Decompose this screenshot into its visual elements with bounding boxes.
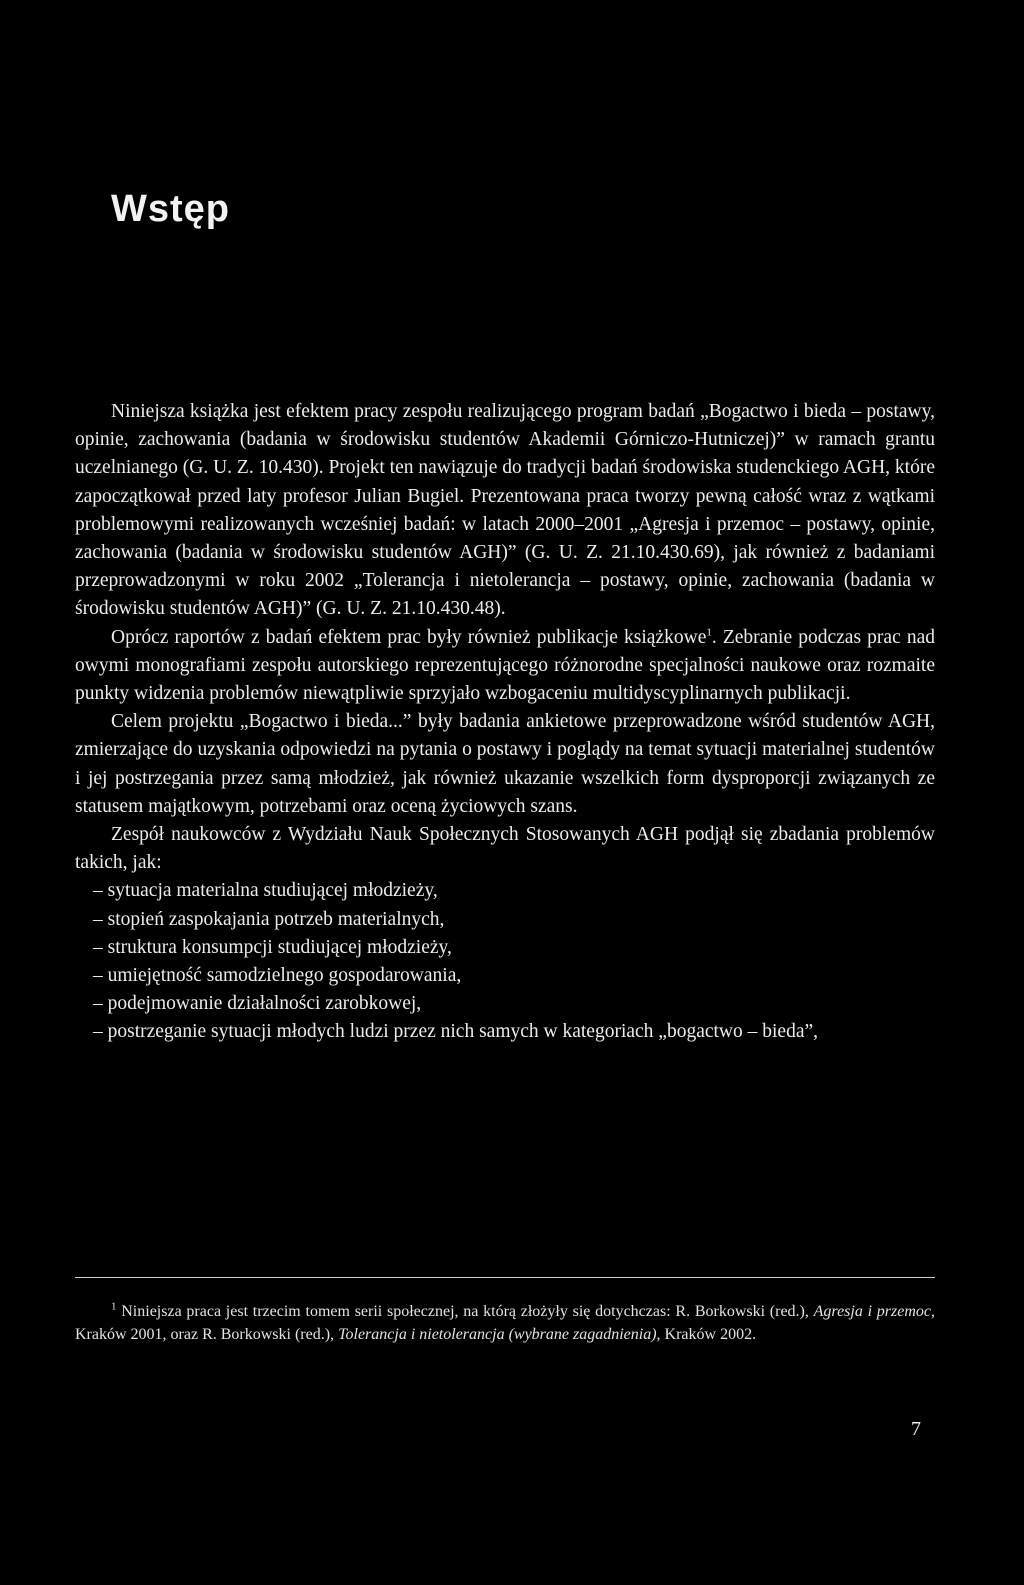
paragraph-team: Zespół naukowców z Wydziału Nauk Społecznych Stosowanych AGH podjął się zbadania problemów takich, jak: <box>75 824 935 874</box>
page-number: 7 <box>911 1418 921 1440</box>
problem-list <box>75 877 935 1046</box>
footnote <box>75 1300 935 1346</box>
body-text <box>75 398 935 1047</box>
paragraph-publications-start: Oprócz raportów z badań efektem prac były również publikacje książkowe <box>111 626 707 648</box>
footnote-part-1: Niniejsza praca jest trzecim tomem serii społecznej, na którą złożyły się dotychczas: R. Borkowski (red.), <box>116 1303 814 1320</box>
list-item: – umiejętność samodzielnego gospodarowania, <box>93 965 462 987</box>
footnote-divider <box>75 1277 935 1278</box>
footnote-part-3: , Kraków 2002. <box>656 1326 757 1343</box>
list-item: – podejmowanie działalności zarobkowej, <box>93 993 422 1015</box>
footnote-title-1: Agresja i przemoc <box>813 1303 931 1320</box>
paragraph-intro: Niniejsza książka jest efektem pracy zespołu realizującego program badań „Bogactwo i bieda – postawy, opinie, zachowania (badania w środowisku studentów Akademii Górniczo-Hutniczej)” w ramach grantu uczelnianego (G. U. Z. 10.430). Projekt ten nawiązuje do tradycji badań środowiska studenckiego AGH, które zapoczątkował przed laty profesor Julian Bugiel. Prezentowana praca tworzy pewną całość wraz z wątkami problemowymi realizowanych wcześniej badań: w latach 2000–2001 „Agresja i przemoc – postawy, opinie, zachowania (badania w środowisku studentów AGH)” (G. U. Z. 21.10.430.69), jak również z badaniami przeprowadzonymi w roku 2002 „Tolerancja i nietolerancja – postawy, opinie, zachowania (badania w środowisku studentów AGH)” (G. U. Z. 21.10.430.48). <box>75 401 935 620</box>
footnote-marker: 1 <box>111 1300 117 1313</box>
paragraph-goal: Celem projektu „Bogactwo i bieda...” były badania ankietowe przeprowadzone wśród studentów AGH, zmierzające do uzyskania odpowiedzi na pytania o postawy i poglądy na temat sytuacji materialnej studentów i jej postrzegania przez samą młodzież, jak również ukazanie wszelkich form dysproporcji związanych ze statusem majątkowym, potrzebami oraz oceną życiowych szans. <box>75 711 935 817</box>
paragraph-publications-end: . Zebranie podczas prac nad owymi monografiami zespołu autorskiego reprezentującego różnorodne specjalności naukowe oraz rozmaite punkty widzenia problemów niewątpliwie sprzyjało wzbogaceniu multidyscyplinarnych publikacji. <box>75 626 935 705</box>
list-item: – sytuacja materialna studiującej młodzieży, <box>93 880 438 902</box>
list-item: – stopień zaspokajania potrzeb materialnych, <box>93 908 445 930</box>
footnote-reference: 1 <box>706 626 712 639</box>
list-item: – postrzeganie sytuacji młodych ludzi przez nich samych w kategoriach „bogactwo – bieda”, <box>93 1021 819 1043</box>
footnote-title-2: Tolerancja i nietolerancja (wybrane zagadnienia) <box>338 1326 657 1343</box>
footnote-part-2: , Kraków 2001, oraz R. Borkowski (red.), <box>75 1303 935 1343</box>
paragraph-publications <box>75 624 935 709</box>
list-item: – struktura konsumpcji studiującej młodzieży, <box>93 936 452 958</box>
page-heading: Wstęp <box>111 188 230 230</box>
footnote-text <box>75 1300 935 1346</box>
